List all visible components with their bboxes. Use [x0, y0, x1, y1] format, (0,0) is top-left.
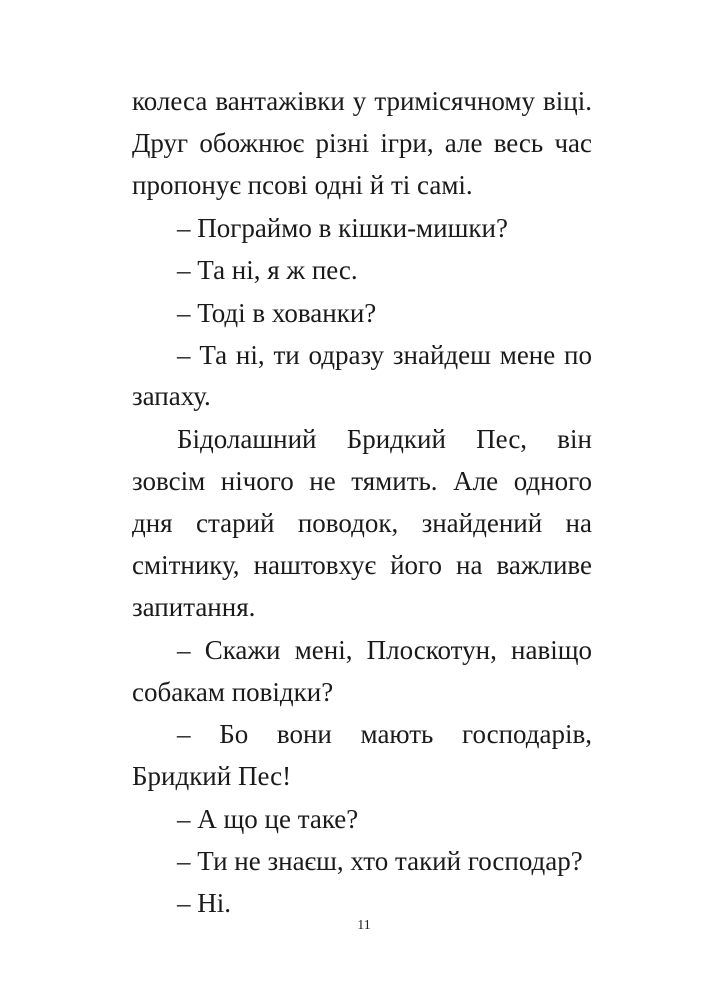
- text-line: собакам повідки?: [132, 677, 334, 707]
- text-line: дня старий поводок, знайдений на: [132, 508, 592, 538]
- text-line: Бридкий Пес!: [132, 761, 292, 791]
- text-line: Друг обожнює різні ігри, але весь час: [132, 128, 592, 158]
- text-line: колеса вантажівки у тримісячному віці.: [132, 86, 592, 116]
- text-line: зовсім нічого не тямить. Але одного: [132, 466, 592, 496]
- text-line: запаху.: [132, 381, 211, 411]
- dialogue-line: – Ні.: [177, 888, 231, 918]
- text-line: запитання.: [132, 592, 256, 622]
- dialogue-line: – Пограймо в кішки-мишки?: [177, 213, 508, 243]
- dialogue-line: – Та ні, ти одразу знайдеш мене по: [177, 340, 592, 370]
- text-line: смітнику, наштовхує його на важливе: [132, 550, 592, 580]
- dialogue-line: – А що це таке?: [177, 804, 359, 834]
- dialogue-line: – Ти не знаєш, хто такий господар?: [177, 846, 583, 876]
- page-number: 11: [357, 918, 371, 933]
- text-line: пропонує псові одні й ті самі.: [132, 170, 473, 200]
- dialogue-line: – Та ні, я ж пес.: [177, 255, 358, 285]
- dialogue-line: – Тоді в хованки?: [177, 298, 377, 328]
- dialogue-line: – Скажи мені, Плоскотун, навіщо: [177, 635, 592, 665]
- dialogue-line: – Бо вони мають господарів,: [177, 719, 592, 749]
- paragraph-start-line: Бідолашний Бридкий Пес, він: [177, 424, 592, 454]
